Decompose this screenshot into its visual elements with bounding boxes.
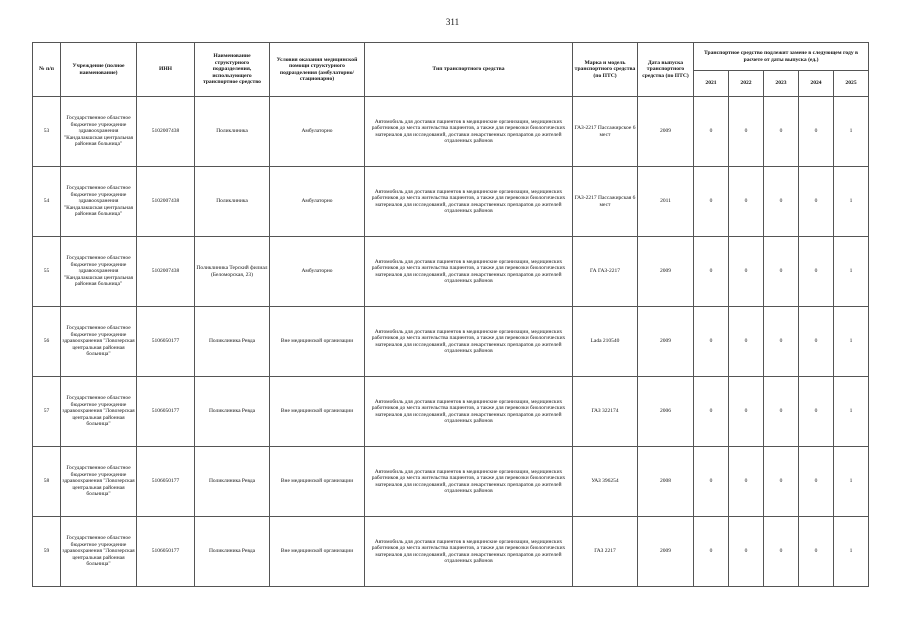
row-org: Государственное областное бюджетное учреждение здравоохранения "Ловозерская центральная районная больница" [61, 517, 137, 587]
row-vehicle-type: Автомобиль для доставки пациентов в медицинские организации, медицинских работников до места жительства пациентов, а также для перевозки биологических материалов для исследований, доставки лекарственных препаратов до жителей отдаленных районов [365, 447, 573, 517]
row-replace-2024: 0 [799, 97, 834, 167]
header-year: Дата выпуска транспортного средства (по ПТС) [638, 43, 694, 97]
row-replace-2022: 0 [729, 517, 764, 587]
page-number: 311 [445, 17, 460, 27]
row-inn: 5102007438 [137, 167, 195, 237]
row-inn: 5106050177 [137, 517, 195, 587]
row-replace-2024: 0 [799, 377, 834, 447]
row-year: 2009 [638, 237, 694, 307]
row-replace-2025: 1 [834, 517, 869, 587]
row-brand: ГАЗ-2217 Пассажирская 6 мест [573, 167, 638, 237]
table-row [33, 377, 869, 447]
row-brand: Lada 210540 [573, 307, 638, 377]
row-replace-2024: 0 [799, 167, 834, 237]
row-vehicle-type: Автомобиль для доставки пациентов в медицинские организации, медицинских работников до места жительства пациентов, а также для перевозки биологических материалов для исследований, доставки лекарственных препаратов до жителей отдаленных районов [365, 237, 573, 307]
row-replace-2021: 0 [694, 97, 729, 167]
row-conditions: Амбулаторно [270, 167, 365, 237]
row-unit: Поликлиника [195, 167, 270, 237]
row-replace-2022: 0 [729, 447, 764, 517]
header-year-2021: 2021 [694, 71, 729, 97]
row-replace-2024: 0 [799, 307, 834, 377]
row-replace-2023: 0 [764, 307, 799, 377]
row-replace-2022: 0 [729, 307, 764, 377]
row-brand: ГАЗ 322174 [573, 377, 638, 447]
row-num: 56 [33, 307, 61, 377]
header-replace-group: Транспортное средство подлежит замене в следующем году в расчете от даты выпуска (ед.) [694, 43, 869, 71]
row-unit: Поликлиника Ревда [195, 377, 270, 447]
row-conditions: Амбулаторно [270, 237, 365, 307]
row-conditions: Вне медицинской организации [270, 517, 365, 587]
row-org: Государственное областное бюджетное учреждение здравоохранения "Кандалакшская центральная районная больница" [61, 237, 137, 307]
row-replace-2022: 0 [729, 237, 764, 307]
row-num: 55 [33, 237, 61, 307]
row-org: Государственное областное бюджетное учреждение здравоохранения "Ловозерская центральная районная больница" [61, 307, 137, 377]
row-unit: Поликлиника Ревда [195, 307, 270, 377]
row-num: 59 [33, 517, 61, 587]
row-inn: 5106050177 [137, 307, 195, 377]
row-replace-2025: 1 [834, 97, 869, 167]
row-brand: ГА ГАЗ-2217 [573, 237, 638, 307]
row-vehicle-type: Автомобиль для доставки пациентов в медицинские организации, медицинских работников до места жительства пациентов, а также для перевозки биологических материалов для исследований, доставки лекарственных препаратов до жителей отдаленных районов [365, 97, 573, 167]
row-unit: Поликлиника [195, 97, 270, 167]
row-vehicle-type: Автомобиль для доставки пациентов в медицинские организации, медицинских работников до места жительства пациентов, а также для перевозки биологических материалов для исследований, доставки лекарственных препаратов до жителей отдаленных районов [365, 377, 573, 447]
row-conditions: Амбулаторно [270, 97, 365, 167]
row-replace-2023: 0 [764, 517, 799, 587]
row-year: 2009 [638, 517, 694, 587]
row-brand: УАЗ 396254 [573, 447, 638, 517]
table-row [33, 167, 869, 237]
row-conditions: Вне медицинской организации [270, 307, 365, 377]
row-year: 2009 [638, 97, 694, 167]
row-replace-2021: 0 [694, 167, 729, 237]
row-year: 2008 [638, 447, 694, 517]
header-brand: Марка и модель транспортного средства (по ПТС) [573, 43, 638, 97]
row-num: 53 [33, 97, 61, 167]
row-num: 54 [33, 167, 61, 237]
row-replace-2025: 1 [834, 237, 869, 307]
header-conditions: Условия оказания медицинской помощи структурного подразделения (амбулаторно/стационарно) [270, 43, 365, 97]
row-inn: 5102007438 [137, 237, 195, 307]
row-replace-2022: 0 [729, 97, 764, 167]
row-replace-2025: 1 [834, 167, 869, 237]
row-replace-2023: 0 [764, 447, 799, 517]
row-brand: ГАЗ-2217 Пассажирское 6 мест [573, 97, 638, 167]
table-row [33, 97, 869, 167]
row-replace-2021: 0 [694, 377, 729, 447]
header-num: № п/п [33, 43, 61, 97]
row-unit: Поликлиника Терский филиал (Беломорская, 23) [195, 237, 270, 307]
row-year: 2011 [638, 167, 694, 237]
row-replace-2023: 0 [764, 377, 799, 447]
row-conditions: Вне медицинской организации [270, 447, 365, 517]
row-conditions: Вне медицинской организации [270, 377, 365, 447]
header-vehicle-type: Тип транспортного средства [365, 43, 573, 97]
header-year-2024: 2024 [799, 71, 834, 97]
header-year-2025: 2025 [834, 71, 869, 97]
row-year: 2006 [638, 377, 694, 447]
header-year-2023: 2023 [764, 71, 799, 97]
row-replace-2025: 1 [834, 307, 869, 377]
row-replace-2024: 0 [799, 447, 834, 517]
row-year: 2009 [638, 307, 694, 377]
row-inn: 5102007438 [137, 97, 195, 167]
row-org: Государственное областное бюджетное учреждение здравоохранения "Кандалакшская центральная районная больница" [61, 167, 137, 237]
row-unit: Поликлиника Ревда [195, 517, 270, 587]
row-num: 57 [33, 377, 61, 447]
row-num: 58 [33, 447, 61, 517]
header-inn: ИНН [137, 43, 195, 97]
row-replace-2021: 0 [694, 307, 729, 377]
header-unit: Наименование структурного подразделения, использующего транспортное средство [195, 43, 270, 97]
row-org: Государственное областное бюджетное учреждение здравоохранения "Ловозерская центральная районная больница" [61, 447, 137, 517]
row-replace-2023: 0 [764, 97, 799, 167]
header-year-2022: 2022 [729, 71, 764, 97]
row-vehicle-type: Автомобиль для доставки пациентов в медицинские организации, медицинских работников до места жительства пациентов, а также для перевозки биологических материалов для исследований, доставки лекарственных препаратов до жителей отдаленных районов [365, 307, 573, 377]
row-replace-2024: 0 [799, 237, 834, 307]
row-vehicle-type: Автомобиль для доставки пациентов в медицинские организации, медицинских работников до места жительства пациентов, а также для перевозки биологических материалов для исследований, доставки лекарственных препаратов до жителей отдаленных районов [365, 517, 573, 587]
table-row [33, 307, 869, 377]
row-inn: 5106050177 [137, 377, 195, 447]
row-replace-2021: 0 [694, 447, 729, 517]
row-replace-2025: 1 [834, 447, 869, 517]
row-replace-2024: 0 [799, 517, 834, 587]
vehicle-registry-table [32, 42, 869, 587]
row-replace-2022: 0 [729, 167, 764, 237]
table-row [33, 237, 869, 307]
row-org: Государственное областное бюджетное учреждение здравоохранения "Кандалакшская центральная районная больница" [61, 97, 137, 167]
table-row [33, 447, 869, 517]
row-org: Государственное областное бюджетное учреждение здравоохранения "Ловозерская центральная районная больница" [61, 377, 137, 447]
row-replace-2021: 0 [694, 237, 729, 307]
table-row [33, 517, 869, 587]
row-replace-2023: 0 [764, 167, 799, 237]
row-inn: 5106050177 [137, 447, 195, 517]
row-replace-2021: 0 [694, 517, 729, 587]
row-unit: Поликлиника Ревда [195, 447, 270, 517]
row-brand: ГАЗ 2217 [573, 517, 638, 587]
row-replace-2023: 0 [764, 237, 799, 307]
row-replace-2022: 0 [729, 377, 764, 447]
row-vehicle-type: Автомобиль для доставки пациентов в медицинские организации, медицинских работников до места жительства пациентов, а также для перевозки биологических материалов для исследований, доставки лекарственных препаратов до жителей отдаленных районов [365, 167, 573, 237]
header-org: Учреждение (полное наименование) [61, 43, 137, 97]
row-replace-2025: 1 [834, 377, 869, 447]
